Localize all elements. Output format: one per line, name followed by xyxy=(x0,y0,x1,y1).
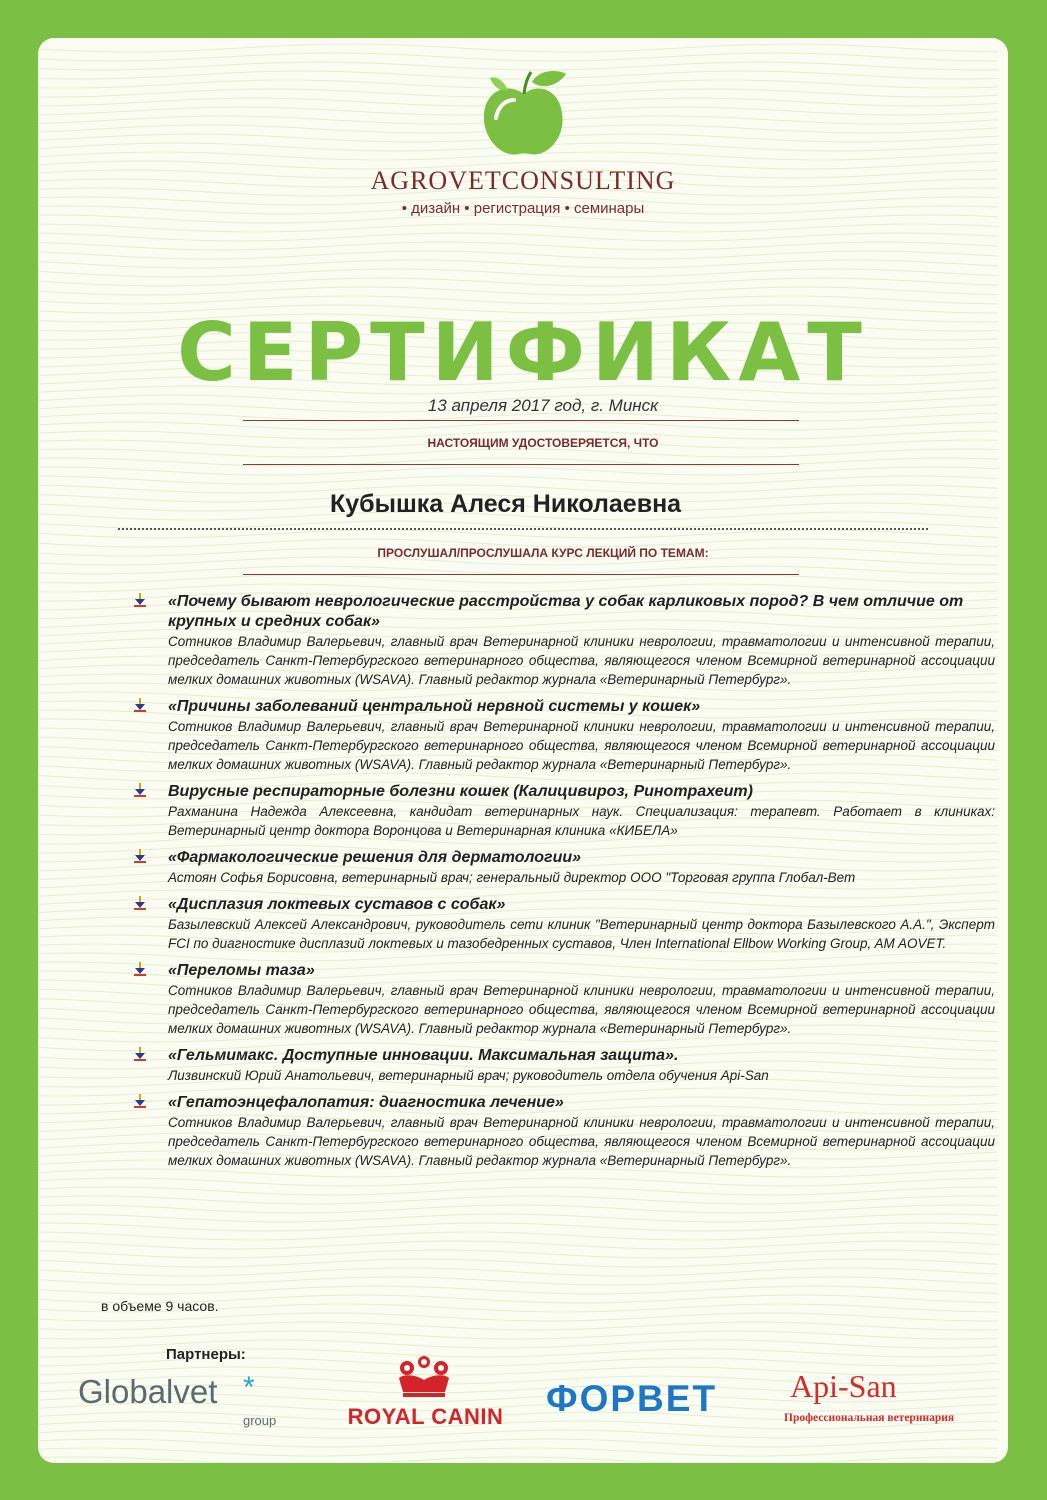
arrow-bullet-icon xyxy=(133,962,147,976)
divider-line xyxy=(243,420,799,421)
royal-canin-logo xyxy=(333,1354,518,1434)
date-line: 13 апреля 2017 год, г. Минск xyxy=(427,396,659,415)
arrow-bullet-icon xyxy=(133,698,147,712)
course-label: ПРОСЛУШАЛ/ПРОСЛУШАЛА КУРС ЛЕКЦИЙ ПО ТЕМАМ: xyxy=(377,546,709,560)
partners-label: Партнеры: xyxy=(166,1346,246,1363)
arrow-bullet-icon xyxy=(133,593,147,607)
arrow-bullet-icon xyxy=(133,849,147,863)
lecture-speaker: Астоян Софья Борисовна, ветеринарный врач; генеральный директор ООО "Торговая группа Глобал-Вет xyxy=(168,870,856,885)
apisan-name: Api-San xyxy=(790,1368,897,1404)
royal-canin-name: ROYAL CANIN xyxy=(347,1404,504,1429)
brand-tagline: • дизайн • регистрация • семинары xyxy=(401,200,645,217)
lecture-speaker: Сотников Владимир Валерьевич, главный врач Ветеринарной клиники неврологии, травматологии и интенсивной терапии, председатель Санкт-Петербургского ветеринарного общества, являющегося членом Всемирной ветеринарной ассоциации мелких домашних животных (WSAVA). Главный редактор журнала «Ветеринарный Петербург». xyxy=(168,983,995,1036)
lecture-title: «Почему бывают неврологические расстройства у собак карликовых пород? В чем отличие от крупных и средних собак» xyxy=(168,593,964,630)
lecture-speaker: Лизвинский Юрий Анатольевич, ветеринарный врач; руководитель отдела обучения Api-San xyxy=(168,1068,769,1083)
divider-line xyxy=(243,574,799,575)
lecture-speaker: Рахманина Надежда Алексеевна, кандидат ветеринарных наук. Специализация: терапевт. Работает в клиниках: Ветеринарный центр доктора Воронцова и Ветеринарная клиника «КИБЕЛА» xyxy=(168,804,995,838)
certificate-sheet xyxy=(38,38,1008,1463)
lecture-list xyxy=(133,592,995,1178)
list-item xyxy=(133,1093,995,1170)
certify-text: НАСТОЯЩИМ УДОСТОВЕРЯЕТСЯ, ЧТО xyxy=(427,436,659,450)
list-item xyxy=(133,697,995,774)
list-item xyxy=(133,592,995,689)
brand-name: AGROVETCONSULTING xyxy=(370,166,676,195)
lecture-speaker: Сотников Владимир Валерьевич, главный врач Ветеринарной клиники неврологии, травматологии и интенсивной терапии, председатель Санкт-Петербургского ветеринарного общества, являющегося членом Всемирной ветеринарной ассоциации мелких домашних животных (WSAVA). Главный редактор журнала «Ветеринарный Петербург». xyxy=(168,1115,995,1168)
forvet-logo: ФОРВЕТ xyxy=(546,1378,718,1419)
arrow-bullet-icon xyxy=(133,783,147,797)
course-volume: в объеме 9 часов. xyxy=(101,1298,219,1314)
apisan-subtitle: Профессиональная ветеринария xyxy=(784,1412,955,1424)
globalvet-name: Globalvet xyxy=(78,1373,218,1410)
lecture-title: «Фармакологические решения для дерматологии» xyxy=(168,849,582,866)
list-item xyxy=(133,782,995,840)
lecture-title: «Гепатоэнцефалопатия: диагностика лечение» xyxy=(168,1094,564,1111)
list-item xyxy=(133,1046,995,1085)
list-item xyxy=(133,961,995,1038)
certificate-title: СЕРТИФИКАТ xyxy=(177,306,869,399)
divider-line xyxy=(243,464,799,465)
apple-logo-icon xyxy=(478,68,568,160)
globalvet-logo xyxy=(78,1373,288,1433)
recipient-name: Кубышка Алеся Николаевна xyxy=(330,490,682,518)
lecture-title: Вирусные респираторные болезни кошек (Калицивироз, Ринотрахеит) xyxy=(168,783,753,800)
lecture-title: «Переломы таза» xyxy=(168,962,315,979)
name-underline xyxy=(118,528,928,530)
lecture-title: «Причины заболеваний центральной нервной системы у кошек» xyxy=(168,698,701,715)
apisan-logo xyxy=(778,1368,978,1438)
list-item xyxy=(133,848,995,887)
globalvet-star: * xyxy=(243,1371,255,1404)
arrow-bullet-icon xyxy=(133,1094,147,1108)
arrow-bullet-icon xyxy=(133,1047,147,1061)
list-item xyxy=(133,895,995,953)
crown-icon xyxy=(393,1354,455,1398)
lecture-speaker: Сотников Владимир Валерьевич, главный врач Ветеринарной клиники неврологии, травматологии и интенсивной терапии, председатель Санкт-Петербургского ветеринарного общества, являющегося членом Всемирной ветеринарной ассоциации мелких домашних животных (WSAVA). Главный редактор журнала «Ветеринарный Петербург». xyxy=(168,719,995,772)
lecture-title: «Дисплазия локтевых суставов с собак» xyxy=(168,896,506,913)
arrow-bullet-icon xyxy=(133,896,147,910)
lecture-speaker: Базылевский Алексей Александрович, руководитель сети клиник "Ветеринарный центр доктора Базылевского А.А.", Эксперт FCI по диагностике дисплазий локтевых и тазобедренных суставов, Член International Ellbow Working Group, AM AOVET. xyxy=(168,917,995,951)
lecture-speaker: Сотников Владимир Валерьевич, главный врач Ветеринарной клиники неврологии, травматологии и интенсивной терапии, председатель Санкт-Петербургского ветеринарного общества, являющегося членом Всемирной ветеринарной ассоциации мелких домашних животных (WSAVA). Главный редактор журнала «Ветеринарный Петербург». xyxy=(168,634,995,687)
lecture-title: «Гельмимакс. Доступные инновации. Максимальная защита». xyxy=(168,1047,679,1064)
globalvet-group: group xyxy=(243,1413,277,1428)
